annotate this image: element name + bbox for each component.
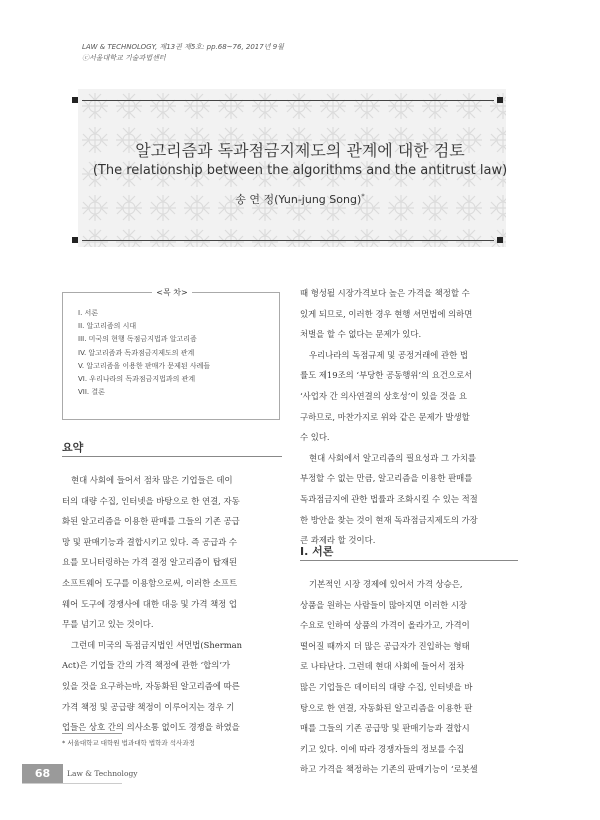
- text-line: 부정할 수 없는 만큼, 알고리즘을 이용한 판매를: [300, 473, 473, 484]
- text-line: 처벌을 할 수 없다는 문제가 있다.: [300, 329, 422, 340]
- corner-square: [72, 237, 78, 243]
- text-line: 망 및 판매기능과 결합시키고 있다. 즉 공급과 수: [62, 536, 238, 547]
- footnote: * 서울대학교 대학원 법과대학 법학과 석사과정: [62, 739, 195, 747]
- text-line: 떨어질 때까지 더 많은 공급자가 진입하는 형태: [300, 640, 470, 651]
- intro-heading: I. 서론: [300, 545, 334, 558]
- text-line: 률도 제19조의 ‘부당한 공동행위’의 요건으로서: [300, 370, 473, 381]
- toc-item: II. 알고리즘의 시대: [78, 322, 137, 331]
- author-name: 송 연 정(Yun-jung Song): [235, 193, 362, 206]
- text-line: 있을 것을 요구하는바, 자동화된 알고리즘에 따른: [62, 680, 240, 691]
- text-line: 웨어 도구에 경쟁사에 대한 대응 및 가격 책정 업: [62, 598, 238, 609]
- table-of-contents: [62, 288, 280, 420]
- text-line: 수요로 인하여 상품의 가격이 올라가고, 가격이: [300, 620, 470, 631]
- text-line: 화된 알고리즘을 이용한 판매를 그들의 기존 공급: [62, 516, 240, 527]
- text-line: ‘사업자 간 의사연결의 상호성’이 있을 것을 요: [300, 390, 467, 401]
- corner-square: [72, 97, 78, 103]
- footer-rule: [22, 783, 122, 784]
- text-line: 있게 되므로, 이러한 경우 현행 셔먼법에 의하면: [300, 308, 473, 319]
- abstract-heading: 요약: [62, 441, 84, 454]
- text-line: 상품을 원하는 사람들이 많아지면 이러한 시장: [300, 599, 468, 610]
- abstract-body: [62, 470, 242, 738]
- footnote-rule: [62, 733, 122, 734]
- text-line: 수 있다.: [300, 432, 330, 443]
- author-footnote-mark: *: [361, 192, 365, 201]
- text-line: 키고 있다. 이에 따라 경쟁자들의 정보를 수집: [300, 743, 465, 754]
- text-line: 무를 넘기고 있는 것이다.: [62, 619, 154, 630]
- journal-publisher-line: ⓒ서울대학교 기술과법센터: [82, 54, 166, 62]
- corner-square: [497, 237, 503, 243]
- title-rule-bottom: [82, 240, 494, 241]
- text-line: Act)은 기업들 간의 가격 책정에 관한 ‘합의’가: [62, 660, 231, 671]
- text-line: 로 나타난다. 그런데 현대 사회에 들어서 점차: [300, 661, 465, 672]
- running-title: Law & Technology: [67, 769, 138, 778]
- text-line: 매를 그들의 기존 공급망 및 판매기능과 결합시: [300, 723, 470, 734]
- title-korean: 알고리즘과 독과점금지제도의 관계에 대한 검토: [135, 141, 465, 160]
- text-line: 현대 사회에 들어서 점차 많은 기업들은 데이: [71, 475, 233, 485]
- toc-item: III. 미국의 현행 독점금지법과 알고리즘: [78, 335, 197, 344]
- text-line: 탕으로 한 연결, 자동화된 알고리즘을 이용한 판: [300, 702, 473, 713]
- abstract-divider: [62, 456, 282, 457]
- toc-item: V. 알고리즘을 이용한 판매가 문제된 사례들: [78, 361, 211, 370]
- author: [0, 191, 600, 207]
- text-line: 우리나라의 독점규제 및 공정거래에 관한 법: [309, 349, 468, 360]
- text-line: 터의 대량 수집, 인터넷을 바탕으로 한 연결, 자동: [62, 495, 240, 506]
- text-line: 한 방안을 찾는 것이 현재 독과점금지제도의 가장: [300, 514, 478, 525]
- toc-item: VI. 우리나라의 독과점금지법과의 관계: [78, 375, 196, 384]
- toc-item: I. 서론: [78, 309, 99, 317]
- abstract-continued: [300, 283, 478, 551]
- page-number: 68: [34, 767, 51, 780]
- toc-heading: <목 차>: [152, 288, 191, 297]
- text-line: 구하므로, 마찬가지로 위와 같은 문제가 발생할: [300, 411, 470, 422]
- title-english: (The relationship between the algorithms and the antitrust law): [92, 163, 508, 178]
- text-line: 업들은 상호 간의 의사소통 없이도 경쟁을 하였을: [62, 722, 240, 733]
- text-line: 기본적인 시장 경제에 있어서 가격 상승은,: [309, 579, 463, 589]
- text-line: 소프트웨어 도구를 이용함으로써, 이러한 소프트: [62, 577, 238, 588]
- text-line: 큰 과제라 할 것이다.: [300, 535, 376, 546]
- text-line: 그런데 미국의 독점금지법인 셔먼법(Sherman: [71, 639, 243, 650]
- text-line: 가격 책정 및 공급량 책정이 이루어지는 경우 기: [62, 701, 235, 712]
- intro-body: [300, 574, 478, 780]
- text-line: 현대 사회에서 알고리즘의 필요성과 그 가치를: [309, 452, 477, 463]
- text-line: 독과점금지에 관한 법률과 조화시킬 수 있는 적절: [300, 493, 478, 504]
- intro-divider: [300, 560, 518, 561]
- toc-item: VII. 결론: [78, 388, 105, 397]
- journal-citation-line: LAW & TECHNOLOGY, 제13권 제5호: pp.68~76, 2017년 9월: [82, 43, 284, 51]
- text-line: 요를 모니터링하는 가격 결정 알고리즘이 탑재된: [62, 557, 238, 568]
- text-line: 많은 기업들은 데이터의 대량 수집, 인터넷을 바: [300, 681, 473, 692]
- title-rule-top: [82, 100, 494, 101]
- toc-list: [78, 307, 210, 399]
- text-line: 때 형성될 시장가격보다 높은 가격을 책정할 수: [300, 288, 470, 298]
- journal-citation: [82, 42, 284, 64]
- corner-square: [497, 97, 503, 103]
- text-line: 하고 가격을 책정하는 기존의 판매기능이 ‘로봇셀: [300, 764, 478, 775]
- toc-item: IV. 알고리즘과 독과점금지제도의 관계: [78, 348, 195, 357]
